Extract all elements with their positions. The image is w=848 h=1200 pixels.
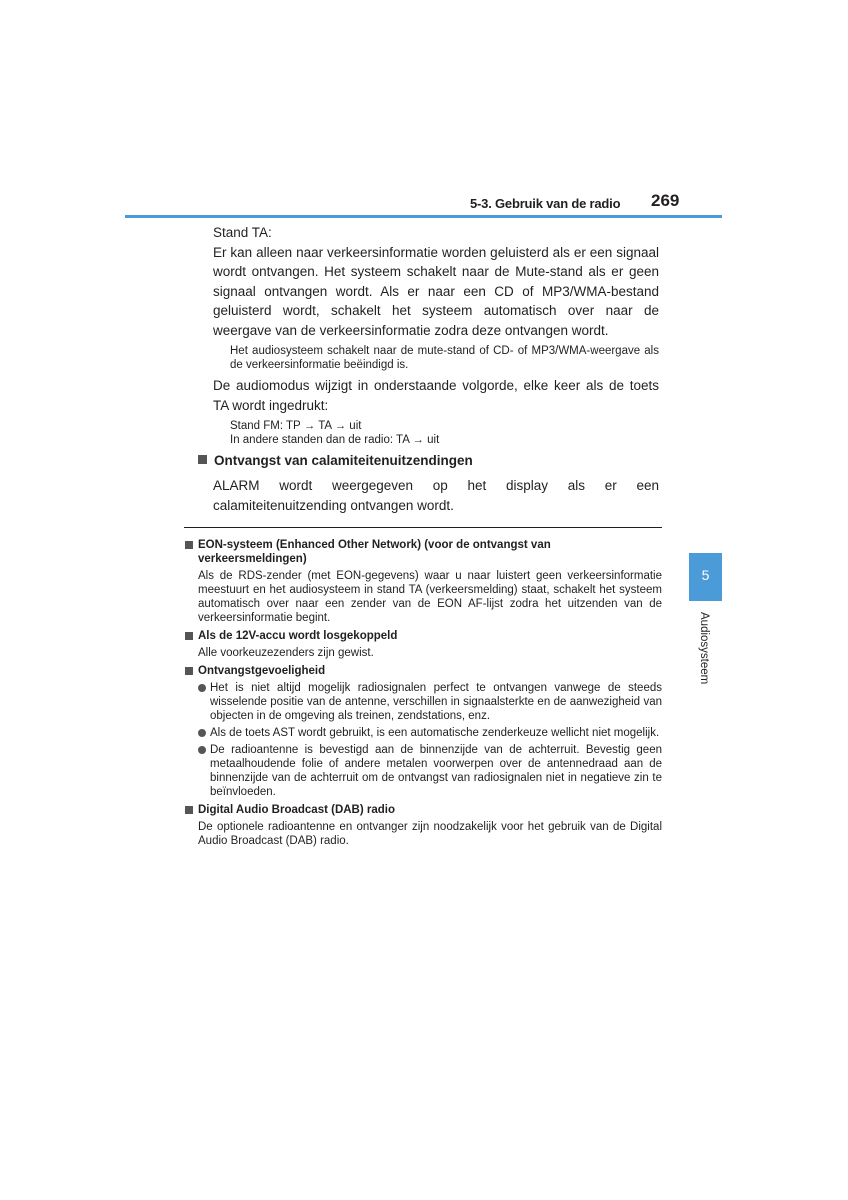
calamity-heading <box>198 453 473 468</box>
stand-ta-label: Stand TA: <box>213 225 272 240</box>
section-title: 5-3. Gebruik van de radio <box>470 196 621 211</box>
main-content <box>213 223 659 447</box>
list-item-text: Het is niet altijd mogelijk radiosignalen perfect te ontvangen vanwege de steeds wisselende positie van de antenne, verschillen in signaalsterkte en de aanwezigheid van objecten in de omgeving als treinen, zendstations, enz. <box>210 682 662 722</box>
bullet-dot-icon <box>198 684 206 692</box>
chapter-label: Audiosysteem <box>698 612 710 685</box>
dab-body: De optionele radioantenne en ontvanger zijn noodzakelijk voor het gebruik van de Digital Audio Broadcast (DAB) radio. <box>198 821 662 847</box>
notes-divider <box>184 527 662 528</box>
dab-heading <box>184 803 662 817</box>
sensitivity-heading <box>184 664 662 678</box>
sequence-other: In andere standen dan de radio: TA → uit <box>230 434 440 446</box>
list-item <box>184 726 662 740</box>
list-item <box>184 681 662 723</box>
sequence-fm: Stand FM: TP → TA → uit <box>230 420 362 432</box>
square-bullet-icon <box>198 455 207 464</box>
dab-heading-text: Digital Audio Broadcast (DAB) radio <box>198 804 395 816</box>
sensitivity-heading-text: Ontvangstgevoeligheid <box>198 665 326 677</box>
accu-heading-text: Als de 12V-accu wordt losgekoppeld <box>198 630 398 642</box>
list-item-text: De radioantenne is bevestigd aan de binnenzijde van de achterruit. Bevestig geen metaalhoudende folie of andere metalen voorwerpen over de antennedraad aan de binnenzijde van de achterruit om de ontvangst van radiosignalen niet in negatieve zin te beïnvloeden. <box>210 744 662 798</box>
calamity-heading-text: Ontvangst van calamiteitenuitzendingen <box>214 453 473 468</box>
chapter-label-container <box>692 612 714 702</box>
page-number: 269 <box>651 191 680 210</box>
bullet-dot-icon <box>198 746 206 754</box>
list-item-text: Als de toets AST wordt gebruikt, is een automatische zenderkeuze wellicht niet mogelijk. <box>210 727 660 739</box>
alarm-paragraph: ALARM wordt weergegeven op het display als er een calamiteitenuitzending ontvangen wordt. <box>213 478 659 513</box>
mode-paragraph: De audiomodus wijzigt in onderstaande volgorde, elke keer als de toets TA wordt ingedrukt: <box>213 378 659 413</box>
header-rule <box>125 215 722 218</box>
square-bullet-icon <box>185 667 193 675</box>
eon-body: Als de RDS-zender (met EON-gegevens) waar u naar luistert geen verkeersinformatie meestuurt en het audiosysteem in stand TA (verkeersmelding) staat, schakelt het systeem automatisch over naar een zender van de EON AF-lijst zodra het uitzenden van de verkeersinformatie begint. <box>198 570 662 624</box>
square-bullet-icon <box>185 541 193 549</box>
page-header <box>0 190 848 220</box>
square-bullet-icon <box>185 632 193 640</box>
accu-heading <box>184 629 662 643</box>
notes-section <box>184 534 662 848</box>
chapter-tab <box>689 553 722 601</box>
accu-body: Alle voorkeuzezenders zijn gewist. <box>198 647 374 659</box>
ta-paragraph: Er kan alleen naar verkeersinformatie worden geluisterd als er een signaal wordt ontvangen. Het systeem schakelt naar de Mute-stand als er geen signaal ontvangen wordt. Als er naar een CD of MP3/WMA-bestand geluisterd wordt, schakelt het systeem automatisch over naar de weergave van de verkeersinformatie zodra deze ontvangen wordt. <box>213 244 659 338</box>
bullet-dot-icon <box>198 729 206 737</box>
eon-heading <box>184 538 662 566</box>
mute-note: Het audiosysteem schakelt naar de mute-stand of CD- of MP3/WMA-weergave als de verkeersinformatie beëindigd is. <box>230 345 659 371</box>
eon-heading-text: EON-systeem (Enhanced Other Network) (voor de ontvangst van verkeersmeldingen) <box>198 539 551 565</box>
chapter-number: 5 <box>701 567 710 583</box>
square-bullet-icon <box>185 806 193 814</box>
list-item <box>184 743 662 799</box>
